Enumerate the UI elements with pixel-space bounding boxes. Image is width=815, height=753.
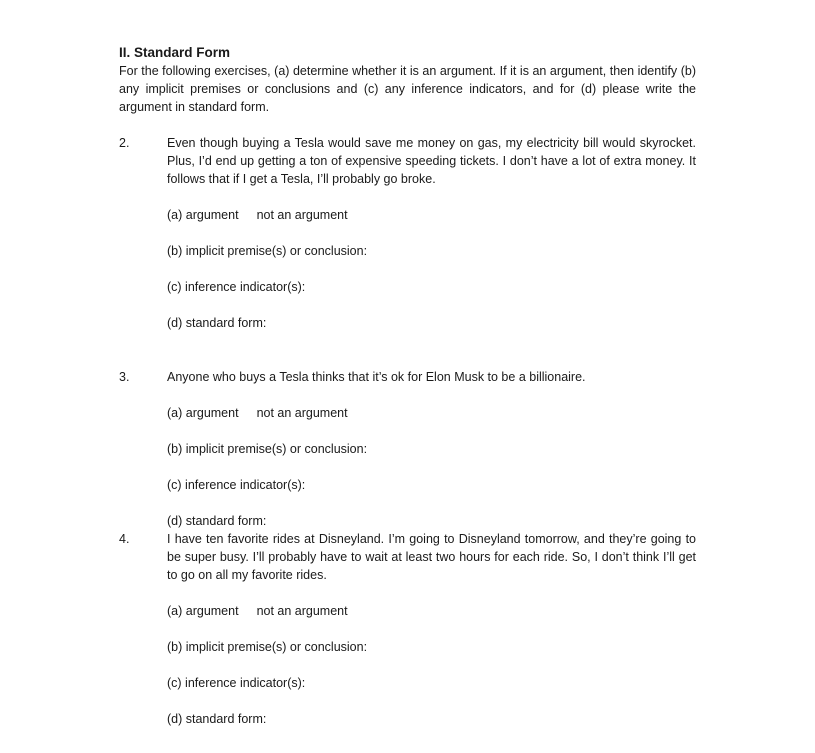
- exercise-number: 2.: [119, 136, 130, 150]
- option-not-argument[interactable]: not an argument: [256, 406, 348, 420]
- prompt-implicit: (b) implicit premise(s) or conclusion:: [167, 442, 368, 456]
- prompt-inference: (c) inference indicator(s):: [167, 280, 306, 294]
- argument-choice: [167, 206, 348, 224]
- exercise-number: 3.: [119, 370, 130, 384]
- prompt-inference: (c) inference indicator(s):: [167, 478, 306, 492]
- exercise-text: I have ten favorite rides at Disneyland. I’m going to Disneyland tomorrow, and they’re going to be super busy. I’ll probably have to wait at least two hours for each ride. So, I don’t think I’ll get to go on all my favorite rides.: [167, 532, 696, 582]
- prompt-inference: (c) inference indicator(s):: [167, 676, 306, 690]
- prompt-standard-form: (d) standard form:: [167, 514, 267, 528]
- exercise-text: Even though buying a Tesla would save me money on gas, my electricity bill would skyrocket. Plus, I’d end up getting a ton of expensive speeding tickets. I don’t have a lot of extra money. It follows that if I get a Tesla, I’ll probably go broke.: [167, 136, 696, 186]
- option-not-argument[interactable]: not an argument: [256, 208, 348, 222]
- prompt-standard-form: (d) standard form:: [167, 712, 267, 726]
- option-argument[interactable]: (a) argument: [167, 208, 239, 222]
- section-intro: For the following exercises, (a) determine whether it is an argument. If it is an argument, then identify (b) any implicit premises or conclusions and (c) any inference indicators, and for (d) please write the argument in standard form.: [119, 64, 696, 114]
- exercise-text: Anyone who buys a Tesla thinks that it’s ok for Elon Musk to be a billionaire.: [167, 370, 586, 384]
- argument-choice: [167, 602, 348, 620]
- option-argument[interactable]: (a) argument: [167, 406, 239, 420]
- prompt-standard-form: (d) standard form:: [167, 316, 267, 330]
- prompt-implicit: (b) implicit premise(s) or conclusion:: [167, 640, 368, 654]
- exercise-number: 4.: [119, 532, 130, 546]
- prompt-implicit: (b) implicit premise(s) or conclusion:: [167, 244, 368, 258]
- section-heading: II. Standard Form: [119, 45, 231, 60]
- argument-choice: [167, 404, 348, 422]
- option-not-argument[interactable]: not an argument: [256, 604, 348, 618]
- option-argument[interactable]: (a) argument: [167, 604, 239, 618]
